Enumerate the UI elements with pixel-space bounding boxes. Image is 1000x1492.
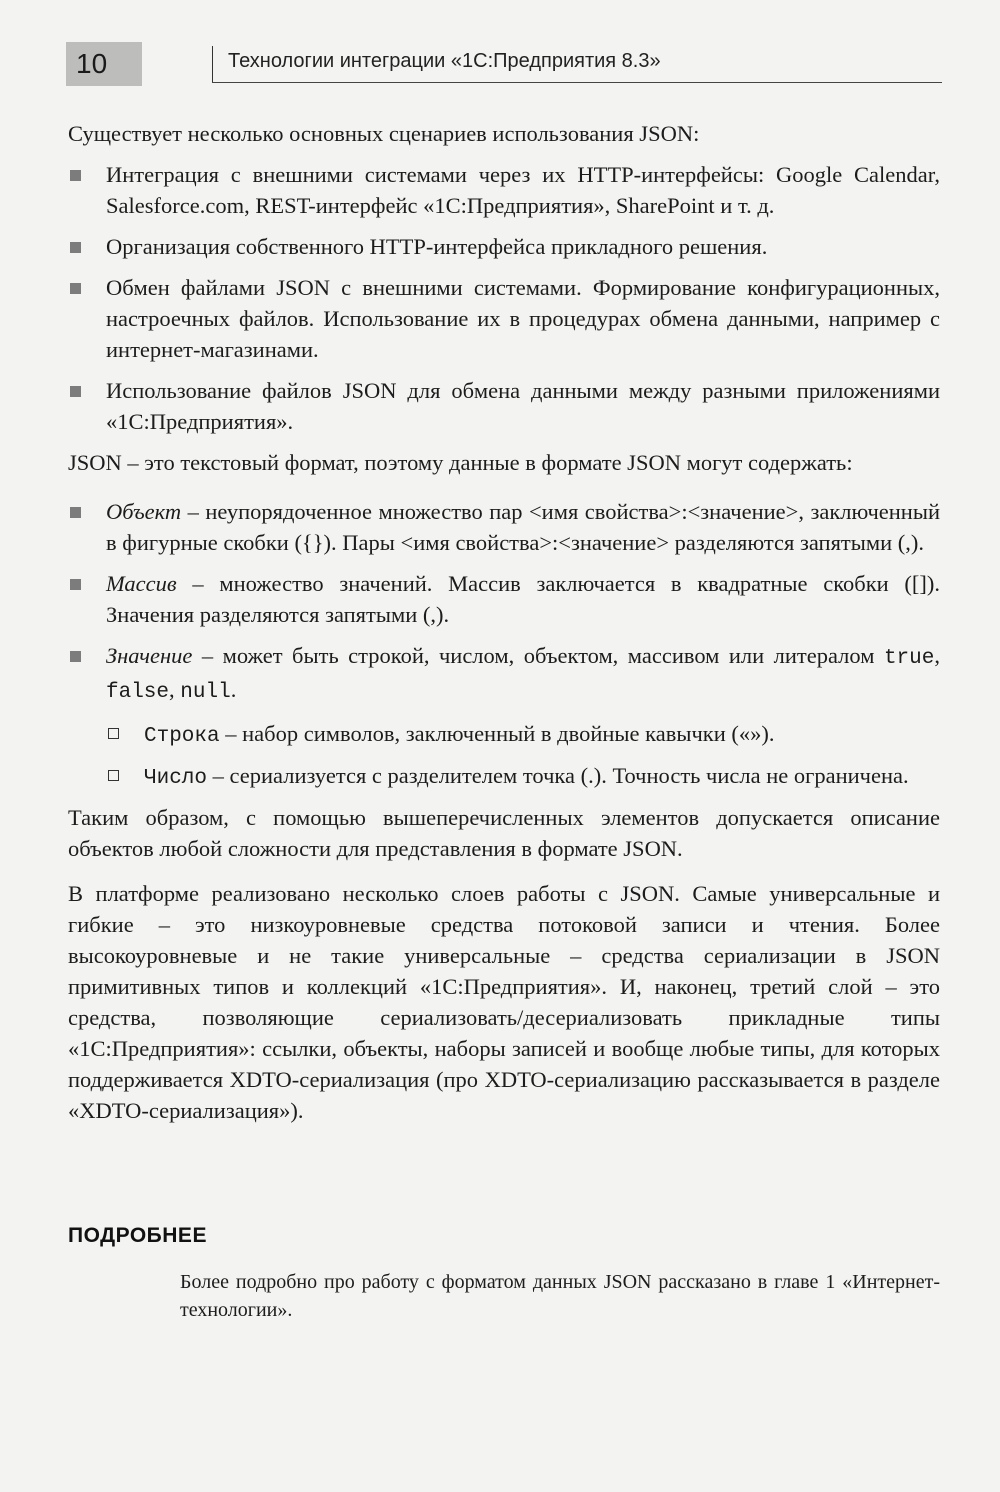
running-title: Технологии интеграции «1С:Предприятия 8.3» (228, 50, 661, 72)
scenario-list (68, 159, 940, 437)
term-value: Значение (106, 643, 193, 668)
format-paragraph: JSON – это текстовый формат, поэтому данные в формате JSON могут содержать: (68, 450, 853, 475)
square-bullet-icon (70, 242, 81, 253)
subtype-number: Число (144, 767, 208, 790)
list-item (68, 760, 940, 794)
more-text: Более подробно про работу с форматом данных JSON рассказано в главе 1 «Интернет-технологии». (180, 1271, 940, 1321)
literal-true: true (883, 647, 935, 670)
list-item (68, 640, 940, 708)
square-bullet-icon (70, 651, 81, 662)
term-description: – может быть строкой, числом, объектом, массивом или литералом (192, 643, 884, 668)
square-bullet-icon (70, 386, 81, 397)
list-item-text: Интеграция с внешними системами через их HTTP-интерфейсы: Google Calendar, Salesforce.com, REST-интерфейс «1С:Предприятия», SharePoint и т. д. (106, 162, 940, 218)
square-bullet-icon (70, 170, 81, 181)
more-heading: ПОДРОБНЕЕ (68, 1224, 207, 1247)
list-item (68, 272, 940, 365)
platform-paragraph: В платформе реализовано несколько слоев работы с JSON. Самые универсальные и гибкие – это низкоуровневые средства потоковой записи и чтения. Более высокоуровневые и не такие универсальные – средства сериализации в JSON примитивных типов и коллекций «1С:Предприятия». И, наконец, третий слой – это средства, позволяющие сериализовать/десериализовать прикладные типы «1С:Предприятия»: ссылки, объекты, наборы записей и вообще любые типы, для которых поддерживается XDTO-сериализация (про XDTO-сериализацию рассказывается в разделе «XDTO-сериализация»). (68, 881, 940, 1123)
list-item-text: Использование файлов JSON для обмена данными между разными приложениями «1С:Предприятия». (106, 378, 940, 434)
square-bullet-icon (70, 579, 81, 590)
square-bullet-icon (70, 283, 81, 294)
literal-separator: , (934, 643, 940, 668)
subtype-description: – набор символов, заключенный в двойные кавычки («»). (219, 721, 775, 746)
term-description: – множество значений. Массив заключается в квадратные скобки ([]). Значения разделяются запятыми (,). (106, 571, 940, 627)
list-item (68, 718, 940, 752)
intro-paragraph: Существует несколько основных сценариев использования JSON: (68, 121, 700, 146)
hollow-square-bullet-icon (108, 770, 119, 781)
literal-separator: , (169, 677, 181, 702)
list-item (68, 159, 940, 221)
literal-null: null (180, 681, 231, 704)
term-description: – неупорядоченное множество пар <имя свойства>:<значение>, заключенный в фигурные скобки ({}). Пары <имя свойства>:<значение> разделяются запятыми (,). (106, 499, 940, 555)
subtype-description: – сериализуется с разделителем точка (.). Точность числа не ограничена. (207, 763, 909, 788)
value-subtypes-list (68, 718, 940, 794)
summary-paragraph: Таким образом, с помощью вышеперечисленных элементов допускается описание объектов любой сложности для представления в формате JSON. (68, 805, 940, 861)
list-item (68, 496, 940, 558)
literal-false: false (106, 681, 170, 704)
subtype-string: Строка (144, 725, 220, 748)
list-item (68, 375, 940, 437)
json-types-list (68, 496, 940, 708)
header-separator (212, 46, 213, 82)
term-tail: . (230, 677, 237, 702)
list-item (68, 231, 940, 262)
main-text (68, 118, 940, 1126)
list-item-text: Обмен файлами JSON с внешними системами. Формирование конфигурационных, настроечных файлов. Использование их в процедурах обмена данными, например с интернет-магазинами. (106, 275, 940, 362)
list-item (68, 568, 940, 630)
page-number: 10 (66, 42, 142, 86)
hollow-square-bullet-icon (108, 728, 119, 739)
page-header (66, 42, 942, 86)
header-rule (212, 82, 942, 83)
square-bullet-icon (70, 507, 81, 518)
list-item-text: Организация собственного HTTP-интерфейса прикладного решения. (106, 234, 768, 259)
term-array: Массив (106, 571, 177, 596)
term-object: Объект (106, 499, 182, 524)
